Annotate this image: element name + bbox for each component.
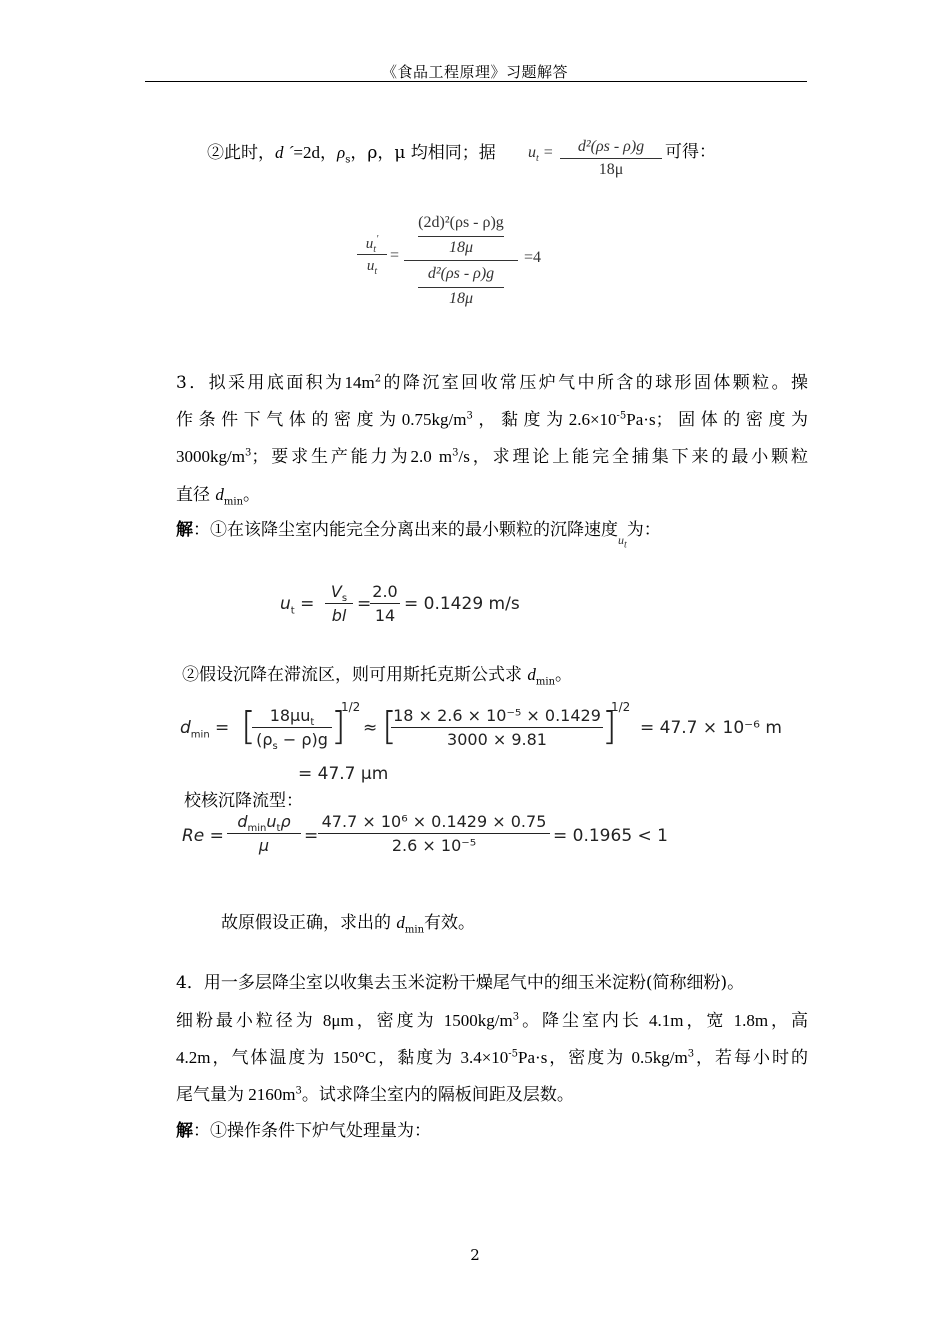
eq2-frac2 bbox=[391, 705, 603, 752]
eq2-exp: 1/2 bbox=[341, 700, 361, 714]
ratio-eq-sign: = bbox=[390, 247, 400, 264]
p3-capacity-unit: /s bbox=[458, 447, 470, 466]
eq1-frac2 bbox=[370, 581, 400, 628]
p4-line2-sup: 3 bbox=[512, 1011, 520, 1023]
s3-ut-text: u bbox=[618, 533, 624, 547]
s3-step1-a: ：①在该降尘室内能完全分离出来的最小颗粒的沉降速度 bbox=[193, 520, 618, 540]
s3-ut bbox=[618, 533, 627, 551]
eq2-lhs: $d_{min}$ = bbox=[180, 718, 230, 741]
header-rule bbox=[145, 81, 807, 82]
ratio-bot: u bbox=[366, 258, 375, 274]
p3-line2-a: 作条件下气体的密度为 bbox=[176, 410, 402, 430]
eq2-lbracket: [ bbox=[241, 704, 256, 748]
eq2-lbracket2: [ bbox=[382, 704, 397, 748]
p3-density-gas: 0.75kg/m bbox=[401, 410, 467, 429]
eq1-eq2: = bbox=[357, 594, 372, 614]
p3-line2-c: ；固体的密度为 bbox=[655, 410, 809, 430]
s3-step1 bbox=[176, 512, 661, 551]
p3-line1-b: 的降沉室回收常压炉气中所含的球形固体颗粒。操 bbox=[381, 373, 808, 393]
p4-line3 bbox=[176, 1039, 808, 1078]
settling-formula-frac bbox=[560, 136, 662, 181]
eq2-f1-den-sub: s bbox=[272, 741, 278, 753]
p4-line3-b: Pa·s，密度为 0.5kg/m bbox=[518, 1048, 688, 1067]
eq2-f2-num: 18 × 2.6 × 10⁻⁵ × 0.1429 bbox=[393, 706, 601, 725]
eq2-frac1 bbox=[252, 705, 332, 752]
part2-intro-b: 可得： bbox=[665, 142, 716, 162]
eq2-f1-num-sub: t bbox=[310, 717, 315, 729]
p3-viscosity: 2.6×10 bbox=[568, 410, 617, 429]
eq2-rbracket: ] bbox=[331, 704, 346, 748]
p4-line2-a: 细粉最小粒径为 8μm，密度为 1500kg/m bbox=[176, 1011, 513, 1030]
p4-line3-sup: -5 bbox=[508, 1048, 519, 1060]
eq1-vs-sub: s bbox=[341, 593, 348, 605]
re-eq: = bbox=[304, 826, 319, 846]
p3-density-solid-sup: 3 bbox=[244, 447, 252, 459]
p3-area-sup: 2 bbox=[374, 373, 382, 385]
formula-eq: = bbox=[538, 144, 554, 161]
s3-conclusion bbox=[221, 904, 475, 943]
s3-step2-a: ②假设沉降在滞流区，则可用斯托克斯公式求 bbox=[182, 665, 528, 685]
re-f1-u: u bbox=[266, 812, 277, 831]
p3-line3-a: ；要求生产能力为 bbox=[251, 447, 411, 467]
re-f1-rho: ρ bbox=[280, 812, 291, 831]
p3-line3 bbox=[176, 438, 808, 477]
s3-step2 bbox=[182, 656, 572, 695]
s3-step2-sub: min bbox=[535, 676, 556, 688]
p4-line1: 4．用一多层降尘室以收集去玉米淀粉干燥尾气中的细玉米淀粉(简称细粉)。 bbox=[176, 973, 745, 993]
formula-lhs-sub: t bbox=[536, 153, 539, 165]
s3-step1-b: 为： bbox=[626, 520, 661, 540]
p3-density-gas-sup: 3 bbox=[466, 410, 473, 422]
big-num-num: (2d)²(ρs - ρ)g bbox=[418, 214, 504, 231]
eq2-f2-den: 3000 × 9.81 bbox=[391, 727, 603, 752]
p4-line4-sup: 3 bbox=[295, 1085, 302, 1097]
p4-jie: 解 bbox=[176, 1121, 193, 1141]
re-lhs-text: Re bbox=[182, 826, 205, 846]
vars-rest: ，ρ，μ 均相同；据 bbox=[350, 143, 496, 163]
p3-line4 bbox=[176, 476, 260, 515]
eq2-d: d bbox=[180, 718, 191, 738]
eq1-lhs-u: u bbox=[280, 594, 291, 614]
eq1-result: = 0.1429 m/s bbox=[404, 594, 520, 614]
s3-conclusion-a: 故原假设正确，求出的 bbox=[221, 913, 397, 933]
p3-dmin: d bbox=[215, 485, 224, 504]
p3-line4-b: 。 bbox=[243, 485, 261, 505]
eq1-frac1 bbox=[325, 581, 353, 628]
eq-2d: =2d， bbox=[293, 143, 338, 162]
p3-capacity-sup: 3 bbox=[452, 447, 459, 459]
ratio-top-sup: ' bbox=[376, 234, 379, 245]
ratio-lhs bbox=[357, 234, 387, 277]
p4-step1: ：①操作条件下炉气处理量为： bbox=[193, 1121, 431, 1141]
formula-lhs: u bbox=[528, 144, 536, 161]
re-f1-den: μ bbox=[227, 833, 301, 858]
big-den-num: d²(ρs - ρ)g bbox=[404, 260, 518, 287]
part2-intro bbox=[207, 134, 496, 173]
re-f2-den: 2.6 × 10⁻⁵ bbox=[318, 833, 550, 858]
s3-conclusion-sub: min bbox=[404, 924, 425, 936]
ratio-frac bbox=[404, 210, 518, 310]
re-lhs: Re = bbox=[182, 826, 224, 846]
part2-intro-text: ②此时， bbox=[207, 143, 275, 163]
p4-line3-a: 4.2m，气体温度为 150°C，黏度为 3.4×10 bbox=[176, 1048, 509, 1067]
ratio-top-sub: t bbox=[373, 244, 377, 255]
eq2-f1-num: 18μu bbox=[269, 706, 311, 725]
ratio-result: =4 bbox=[524, 249, 542, 266]
p3-line2-b: ，黏度为 bbox=[472, 410, 569, 430]
rho-s-sub: s bbox=[345, 154, 351, 166]
eq1-lhs: $u_t$ = bbox=[280, 594, 315, 617]
p4-line2 bbox=[176, 1002, 808, 1041]
p3-line4-a: 直径 bbox=[176, 485, 216, 505]
eq1-den2: 14 bbox=[370, 603, 400, 628]
p3-line1 bbox=[176, 364, 808, 403]
eq1-bl: bl bbox=[325, 603, 353, 628]
eq2-f1-den-b: − ρ)g bbox=[277, 730, 328, 749]
p3-capacity: 2.0 m bbox=[410, 447, 453, 466]
p4-line3-c: ，若每小时的 bbox=[694, 1048, 808, 1068]
page-number: 2 bbox=[470, 1246, 480, 1264]
s3-check: 校核沉降流型： bbox=[184, 791, 303, 811]
s3-step2-b: 。 bbox=[555, 665, 573, 685]
eq2-approx: ≈ bbox=[363, 718, 378, 738]
p3-viscosity-unit: Pa·s bbox=[626, 410, 656, 429]
s3-jie: 解 bbox=[176, 520, 193, 540]
re-f1-d-sub: min bbox=[247, 823, 267, 835]
eq2-line2: = 47.7 μm bbox=[298, 764, 389, 784]
p4-solution bbox=[176, 1113, 431, 1151]
s3-conclusion-b: 有效。 bbox=[424, 913, 476, 933]
formula-num: d²(ρs - ρ)g bbox=[577, 138, 645, 155]
p3-line3-b: ，求理论上能完全捕集下来的最小颗粒 bbox=[469, 447, 809, 467]
eq1-lhs-sub: t bbox=[290, 605, 295, 617]
page-header: 《食品工程原理》习题解答 bbox=[381, 63, 568, 81]
eq1-vs: V bbox=[330, 582, 342, 601]
p3-line1-a: 3．拟采用底面积为 bbox=[176, 373, 345, 393]
p3-line2 bbox=[176, 401, 808, 440]
p3-viscosity-sup: -5 bbox=[616, 410, 627, 422]
re-result: = 0.1965 < 1 bbox=[553, 826, 668, 846]
re-frac1 bbox=[227, 811, 301, 858]
eq1-num2: 2.0 bbox=[372, 582, 398, 601]
eq2-rbracket2: ] bbox=[602, 704, 617, 748]
ratio-top: u bbox=[365, 236, 374, 252]
eq2-d-sub: min bbox=[190, 729, 210, 741]
big-num-den: 18μ bbox=[418, 236, 504, 259]
p3-area: 14m bbox=[344, 373, 375, 392]
eq2-f1-den: (ρ bbox=[256, 730, 273, 749]
settling-formula-lhs bbox=[528, 144, 554, 165]
re-f1-u-sub: t bbox=[276, 823, 281, 835]
p4-line2-b: 。降尘室内长 4.1m，宽 1.8m，高 bbox=[519, 1011, 808, 1030]
s3-step2-d: d bbox=[527, 665, 536, 684]
ratio-bot-sub: t bbox=[374, 266, 378, 277]
re-frac2 bbox=[318, 811, 550, 858]
eq2-result: = 47.7 × 10⁻⁶ m bbox=[640, 718, 782, 738]
p4-line3-sup2: 3 bbox=[687, 1048, 695, 1060]
formula-den: 18μ bbox=[560, 158, 662, 181]
p3-density-solid: 3000kg/m bbox=[176, 447, 245, 466]
p4-line4-a: 尾气量为 2160m bbox=[176, 1085, 296, 1104]
eq2-exp2: 1/2 bbox=[611, 700, 631, 714]
s3-conclusion-d: d bbox=[396, 913, 405, 932]
p4-line4 bbox=[176, 1076, 574, 1115]
d-prime: d ´ bbox=[275, 143, 294, 162]
re-f1-d: d bbox=[237, 812, 248, 831]
p4-line4-b: 。试求降尘室内的隔板间距及层数。 bbox=[301, 1085, 574, 1105]
p3-dmin-sub: min bbox=[223, 496, 244, 508]
rho-s: ρ bbox=[337, 143, 346, 162]
big-den-den: 18μ bbox=[418, 287, 504, 310]
s3-ut-sub: t bbox=[624, 539, 627, 551]
re-f2-num: 47.7 × 10⁶ × 0.1429 × 0.75 bbox=[321, 812, 547, 831]
